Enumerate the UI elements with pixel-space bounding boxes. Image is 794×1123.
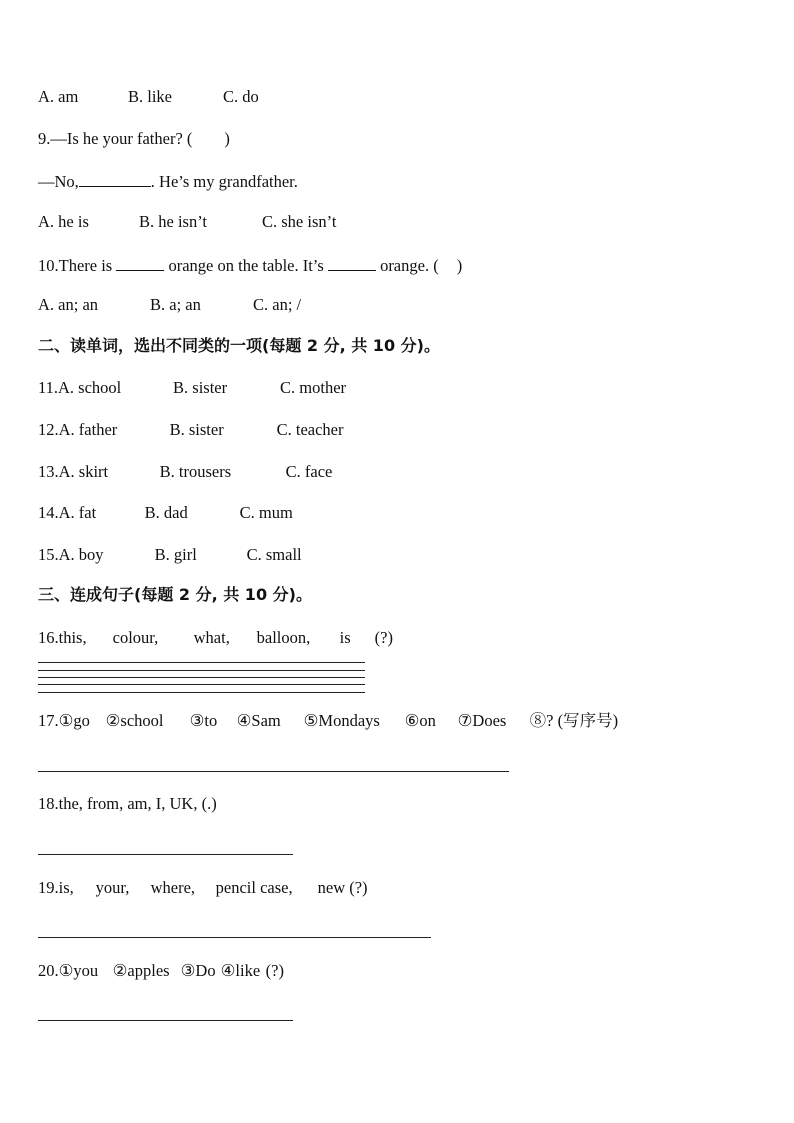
q19-word: your, bbox=[95, 878, 130, 897]
q15-number: 15. bbox=[38, 545, 59, 564]
q16-number: 16. bbox=[38, 628, 59, 647]
q20-answer-line[interactable] bbox=[38, 1020, 293, 1021]
q17-word: ⑦Does bbox=[457, 711, 507, 730]
q14-option-a: A. fat bbox=[58, 503, 97, 522]
q20-word: ④like bbox=[220, 961, 261, 980]
q9-answer-blank[interactable] bbox=[79, 170, 151, 187]
section3-heading: 三、连成句子(每题 2 分, 共 10 分)。 bbox=[38, 585, 312, 604]
q10-paren-close: ) bbox=[456, 256, 463, 275]
q16-writing-line[interactable] bbox=[38, 692, 365, 693]
q17-number: 17. bbox=[38, 711, 59, 730]
q11-option-a: A. school bbox=[58, 378, 122, 397]
q16-word: what, bbox=[193, 628, 230, 647]
q16-word: this, bbox=[58, 628, 87, 647]
q10-part1: 10.There is bbox=[38, 256, 113, 275]
q19-answer-line[interactable] bbox=[38, 937, 431, 938]
q15-option-c: C. small bbox=[246, 545, 302, 564]
q19-word: where, bbox=[150, 878, 196, 897]
q19-word: pencil case, bbox=[215, 878, 293, 897]
q20-number: 20. bbox=[38, 961, 59, 980]
q8-option-b: B. like bbox=[128, 87, 172, 106]
q20-word: ①you bbox=[58, 961, 99, 980]
q20-word: (?) bbox=[265, 961, 284, 980]
q10-blank-1[interactable] bbox=[116, 254, 164, 271]
q13-row bbox=[38, 462, 332, 482]
q16-writing-line[interactable] bbox=[38, 662, 365, 663]
q16-writing-line[interactable] bbox=[38, 677, 365, 678]
q8-options bbox=[38, 87, 259, 107]
q16-word: colour, bbox=[112, 628, 159, 647]
q16-word: is bbox=[339, 628, 351, 647]
q17-word: ④Sam bbox=[236, 711, 281, 730]
q9-reply-start: —No, bbox=[38, 172, 79, 191]
q10-option-c: C. an; / bbox=[253, 295, 302, 314]
q16-word: (?) bbox=[374, 628, 393, 647]
q9-option-b: B. he isn’t bbox=[139, 212, 207, 231]
q8-option-a: A. am bbox=[38, 87, 79, 106]
q20-prompt bbox=[38, 961, 284, 981]
q17-word: ①go bbox=[58, 711, 90, 730]
q17-word: ⑤Mondays bbox=[303, 711, 380, 730]
q9-reply-end: . He’s my grandfather. bbox=[150, 172, 298, 191]
q13-number: 13. bbox=[38, 462, 59, 481]
q10-stem bbox=[38, 254, 462, 276]
q12-option-b: B. sister bbox=[169, 420, 224, 439]
q11-option-b: B. sister bbox=[173, 378, 228, 397]
q20-word: ③Do bbox=[180, 961, 216, 980]
q17-word: ⑥on bbox=[404, 711, 436, 730]
q13-option-c: C. face bbox=[285, 462, 333, 481]
q16-writing-line[interactable] bbox=[38, 670, 365, 671]
q10-blank-2[interactable] bbox=[328, 254, 376, 271]
q16-writing-line[interactable] bbox=[38, 684, 365, 685]
q9-options bbox=[38, 212, 336, 232]
q18-answer-line[interactable] bbox=[38, 854, 293, 855]
q15-row bbox=[38, 545, 302, 565]
q9-stem bbox=[38, 129, 230, 149]
q14-option-c: C. mum bbox=[239, 503, 293, 522]
q17-word: ③to bbox=[189, 711, 218, 730]
q9-option-a: A. he is bbox=[38, 212, 89, 231]
q10-part3: orange. ( bbox=[380, 256, 439, 275]
q9-stem-text: 9.—Is he your father? ( bbox=[38, 129, 193, 148]
q14-number: 14. bbox=[38, 503, 59, 522]
q9-reply bbox=[38, 170, 298, 192]
q18-prompt: 18.the, from, am, I, UK, (.) bbox=[38, 794, 217, 813]
q17-word: ②school bbox=[105, 711, 164, 730]
q11-option-c: C. mother bbox=[280, 378, 347, 397]
q19-word: new (?) bbox=[317, 878, 368, 897]
q12-number: 12. bbox=[38, 420, 59, 439]
q12-row bbox=[38, 420, 344, 440]
q8-option-c: C. do bbox=[223, 87, 259, 106]
q14-option-b: B. dad bbox=[144, 503, 188, 522]
q17-answer-line[interactable] bbox=[38, 771, 509, 772]
q16-prompt bbox=[38, 628, 393, 648]
q9-paren-close: ) bbox=[224, 129, 230, 148]
q12-option-a: A. father bbox=[58, 420, 118, 439]
q19-word: is, bbox=[58, 878, 74, 897]
q19-number: 19. bbox=[38, 878, 59, 897]
q17-word: ⑧? (写序号) bbox=[529, 711, 619, 730]
q10-options bbox=[38, 295, 301, 315]
q15-option-a: A. boy bbox=[58, 545, 104, 564]
q10-option-b: B. a; an bbox=[150, 295, 201, 314]
q15-option-b: B. girl bbox=[154, 545, 197, 564]
q13-option-b: B. trousers bbox=[159, 462, 232, 481]
q19-prompt bbox=[38, 878, 368, 898]
q11-row bbox=[38, 378, 346, 398]
q10-option-a: A. an; an bbox=[38, 295, 99, 314]
section2-heading: 二、读单词，选出不同类的一项(每题 2 分, 共 10 分)。 bbox=[38, 336, 440, 355]
q17-prompt bbox=[38, 711, 618, 731]
q9-option-c: C. she isn’t bbox=[262, 212, 337, 231]
q20-word: ②apples bbox=[112, 961, 170, 980]
q10-part2: orange on the table. It’s bbox=[168, 256, 324, 275]
q12-option-c: C. teacher bbox=[276, 420, 344, 439]
q13-option-a: A. skirt bbox=[58, 462, 109, 481]
q11-number: 11. bbox=[38, 378, 59, 397]
q14-row bbox=[38, 503, 293, 523]
q16-word: balloon, bbox=[256, 628, 311, 647]
